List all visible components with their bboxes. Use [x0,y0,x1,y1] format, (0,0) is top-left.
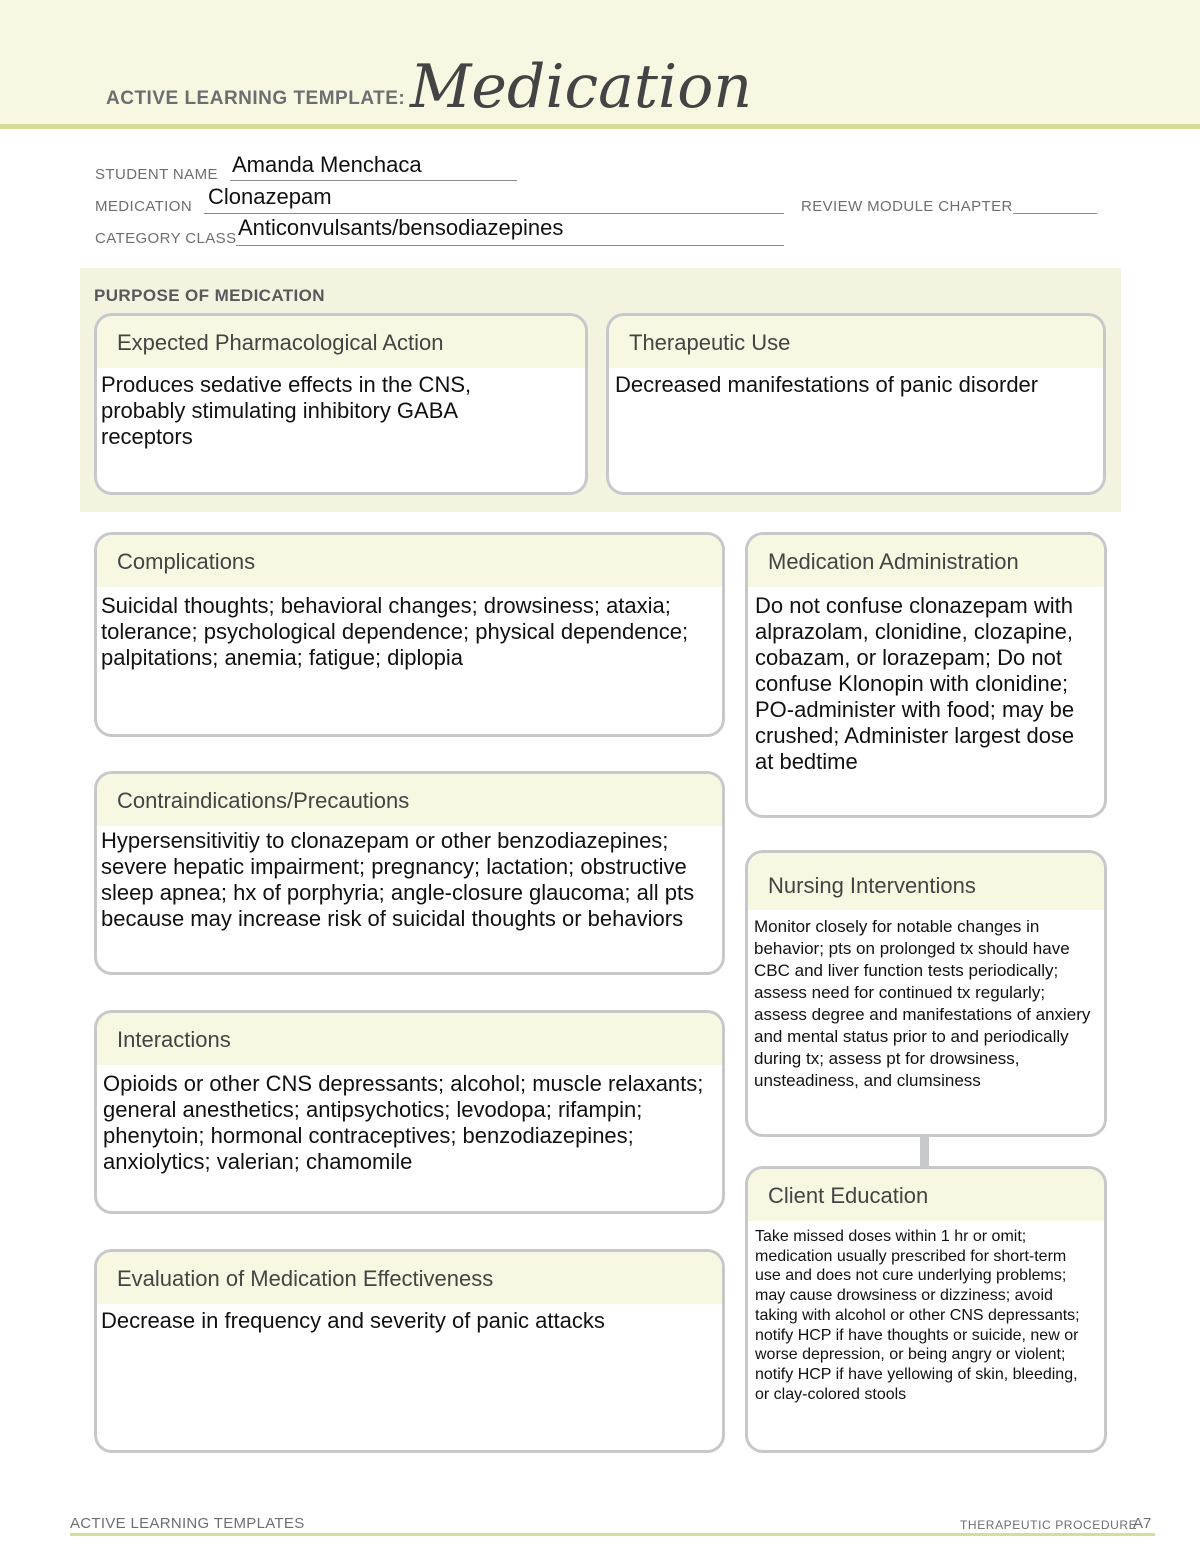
therapeutic-use-title: Therapeutic Use [609,316,1103,368]
template-label: ACTIVE LEARNING TEMPLATE: [106,88,406,109]
therapeutic-use-box [606,313,1106,495]
administration-title: Medication Administration [748,535,1104,587]
administration-body[interactable]: Do not confuse clonazepam with alprazolam, clonidine, clozapine, cobazam, or lorazepam; Do not confuse Klonopin with clonidine; PO-administer with food; may be crushed; Administer largest dose at bedtime [755,593,1075,774]
footer-rule [70,1533,1155,1536]
nursing-interventions-body[interactable]: Monitor closely for notable changes in behavior; pts on prolonged tx should have CBC and liver function tests periodically; assess need for continued tx regularly; assess degree and manifestations of anxiery and mental status prior to and periodically during tx; assess pt for drowsiness, unsteadiness, and clumsiness [754,917,1091,1090]
student-name-label: STUDENT NAME [95,166,218,183]
student-name-line [230,180,517,181]
evaluation-title: Evaluation of Medication Effectiveness [97,1252,722,1304]
complications-box [94,532,725,737]
medication-line [204,213,784,214]
interactions-box [94,1010,725,1214]
contraindications-body[interactable]: Hypersensitivitiy to clonazepam or other benzodiazepines; severe hepatic impairment; pregnancy; lactation; obstructive sleep apnea; hx of porphyria; angle-closure glaucoma; all pts because may increase risk of suicidal thoughts or behaviors [101,828,695,931]
footer-left-label: ACTIVE LEARNING TEMPLATES [70,1515,305,1532]
evaluation-box [94,1249,725,1453]
medication-label: MEDICATION [95,198,193,215]
administration-box [745,532,1107,818]
interactions-body[interactable]: Opioids or other CNS depressants; alcohol; muscle relaxants; general anesthetics; antipsychotics; levodopa; rifampin; phenytoin; hormonal contraceptives; benzodiazepines; anxiolytics; valerian; chamomile [103,1071,704,1174]
client-education-body[interactable]: Take missed doses within 1 hr or omit; medication usually prescribed for short-term use and does not cure underlying problems; may cause drowsiness or dizziness; avoid taking with alcohol or other CNS depressants; notify HCP if have thoughts or suicide, new or worse depression, or being angry or violent; notify HCP if have yellowing of skin, bleeding, or clay-colored stools [755,1228,1080,1403]
expected-action-title: Expected Pharmacological Action [97,316,585,368]
review-module-label: REVIEW MODULE CHAPTER [801,198,1013,215]
nursing-interventions-title: Nursing Interventions [748,853,1104,910]
evaluation-body[interactable]: Decrease in frequency and severity of panic attacks [101,1308,605,1333]
review-module-line[interactable] [1013,213,1097,214]
client-education-title: Client Education [748,1169,1104,1221]
purpose-title: PURPOSE OF MEDICATION [94,286,325,305]
nursing-interventions-box [745,850,1107,1137]
category-class-label: CATEGORY CLASS [95,230,237,247]
contraindications-box [94,771,725,975]
therapeutic-use-body[interactable]: Decreased manifestations of panic disorder [615,372,1039,397]
client-education-box [745,1166,1107,1453]
category-class-line [236,245,784,246]
footer-right-label: THERAPEUTIC PROCEDURE [960,1518,1138,1532]
contraindications-title: Contraindications/Precautions [97,774,722,826]
expected-action-box [94,313,588,495]
connector-line [920,1134,929,1166]
medication-value[interactable]: Clonazepam [208,184,332,209]
page-title: Medication [410,52,752,122]
interactions-title: Interactions [97,1013,722,1065]
page-number: A7 [1133,1515,1152,1532]
expected-action-body[interactable]: Produces sedative effects in the CNS, probably stimulating inhibitory GABA receptors [101,372,472,449]
student-name-value[interactable]: Amanda Menchaca [232,152,422,177]
category-class-value[interactable]: Anticonvulsants/bensodiazepines [238,215,564,240]
complications-body[interactable]: Suicidal thoughts; behavioral changes; drowsiness; ataxia; tolerance; psychological dependence; physical dependence; palpitations; anemia; fatigue; diplopia [101,593,689,670]
complications-title: Complications [97,535,722,587]
